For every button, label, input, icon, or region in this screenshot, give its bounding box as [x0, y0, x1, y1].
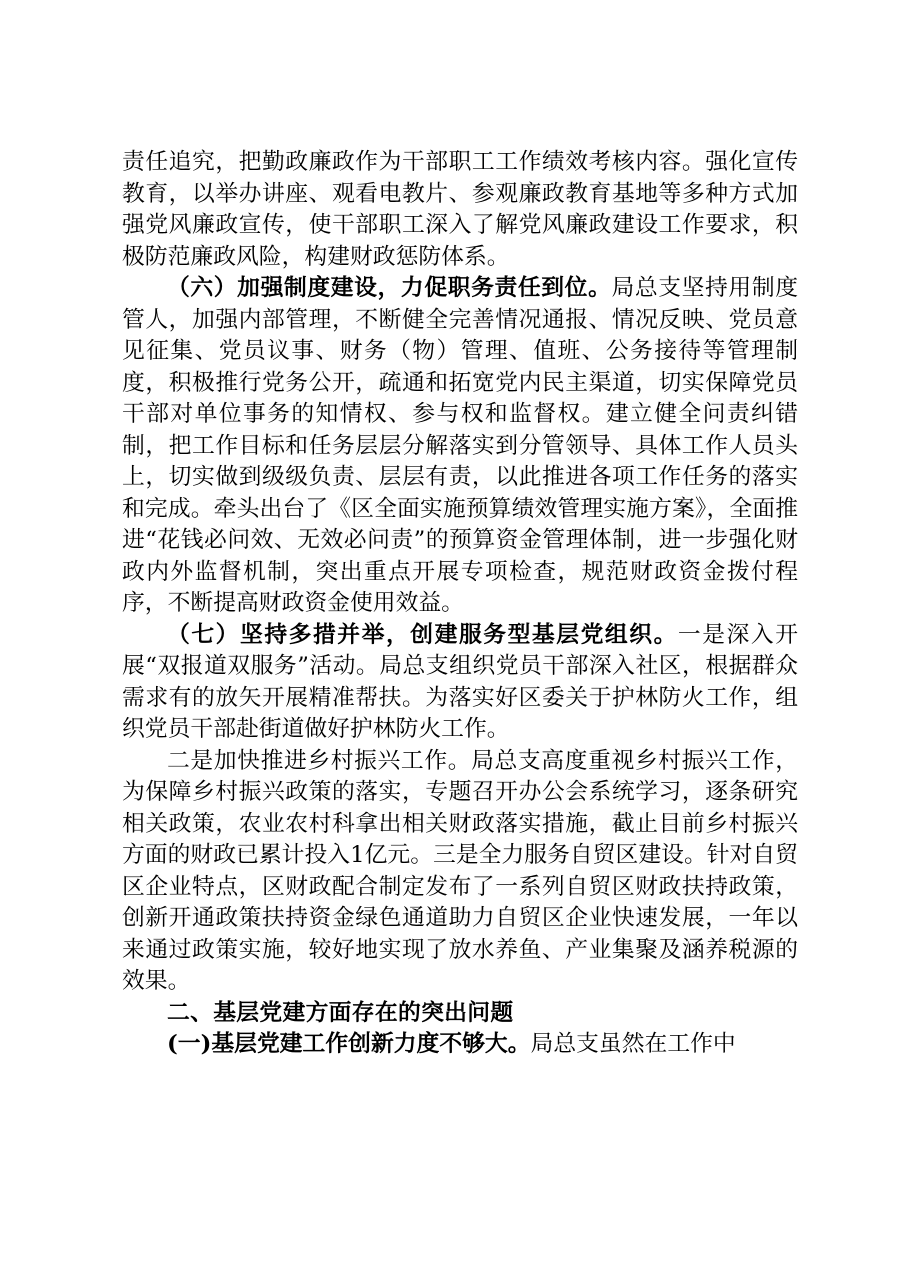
paragraph-5 [122, 1029, 798, 1061]
paragraph-2-lead: （六）加强制度建设，力促职务责任到位。 [167, 275, 612, 301]
paragraph-3-text: 一是深入开展“双报道双服务”活动。局总支组织党员干部深入社区，根据群众需求有的放矢开展精准帮扶。为落实好区委关于护林防火工作，组织党员干部赴街道做好护林防火工作。 [122, 621, 798, 742]
paragraph-2 [122, 273, 798, 620]
paragraph-4-text: 二是加快推进乡村振兴工作。局总支高度重视乡村振兴工作，为保障乡村振兴政策的落实，专题召开办公会系统学习，逐条研究相关政策，农业农村科拿出相关财政落实措施，截止目前乡村振兴方面的财政已累计投入1亿元。三是全力服务自贸区建设。针对自贸区企业特点，区财政配合制定发布了一系列自贸区财政扶持政策，创新开通政策扶持资金绿色通道助力自贸区企业快速发展，一年以来通过政策实施，较好地实现了放水养鱼、产业集聚及涵养税源的效果。 [122, 747, 798, 994]
document-page [122, 147, 798, 1061]
paragraph-1-text: 责任追究，把勤政廉政作为干部职工工作绩效考核内容。强化宣传教育，以举办讲座、观看电教片、参观廉政教育基地等多种方式加强党风廉政宣传，使干部职工深入了解党风廉政建设工作要求，积极防范廉政风险，构建财政惩防体系。 [122, 149, 798, 270]
paragraph-1 [122, 147, 798, 273]
paragraph-5-lead: (一)基层党建工作创新力度不够大。 [167, 1031, 531, 1057]
paragraph-2-text: 局总支坚持用制度管人，加强内部管理，不断健全完善情况通报、情况反映、党员意见征集、党员议事、财务（物）管理、值班、公务接待等管理制度，积极推行党务公开，疏通和拓宽党内民主渠道，切实保障党员干部对单位事务的知情权、参与权和监督权。建立健全问责纠错制，把工作目标和任务层层分解落实到分管领导、具体工作人员头上，切实做到级级负责、层层有责，以此推进各项工作任务的落实和完成。牵头出台了《区全面实施预算绩效管理实施方案》，全面推进“花钱必问效、无效必问责”的预算资金管理体制，进一步强化财政内外监督机制，突出重点开展专项检查，规范财政资金拨付程序，不断提高财政资金使用效益。 [122, 275, 799, 616]
paragraph-3 [122, 620, 798, 746]
paragraph-5-text: 局总支虽然在工作中 [530, 1031, 736, 1057]
paragraph-4 [122, 746, 798, 998]
paragraph-3-lead: （七）坚持多措并举，创建服务型基层党组织。 [167, 621, 678, 648]
section-heading: 二、基层党建方面存在的突出问题 [167, 999, 514, 1026]
